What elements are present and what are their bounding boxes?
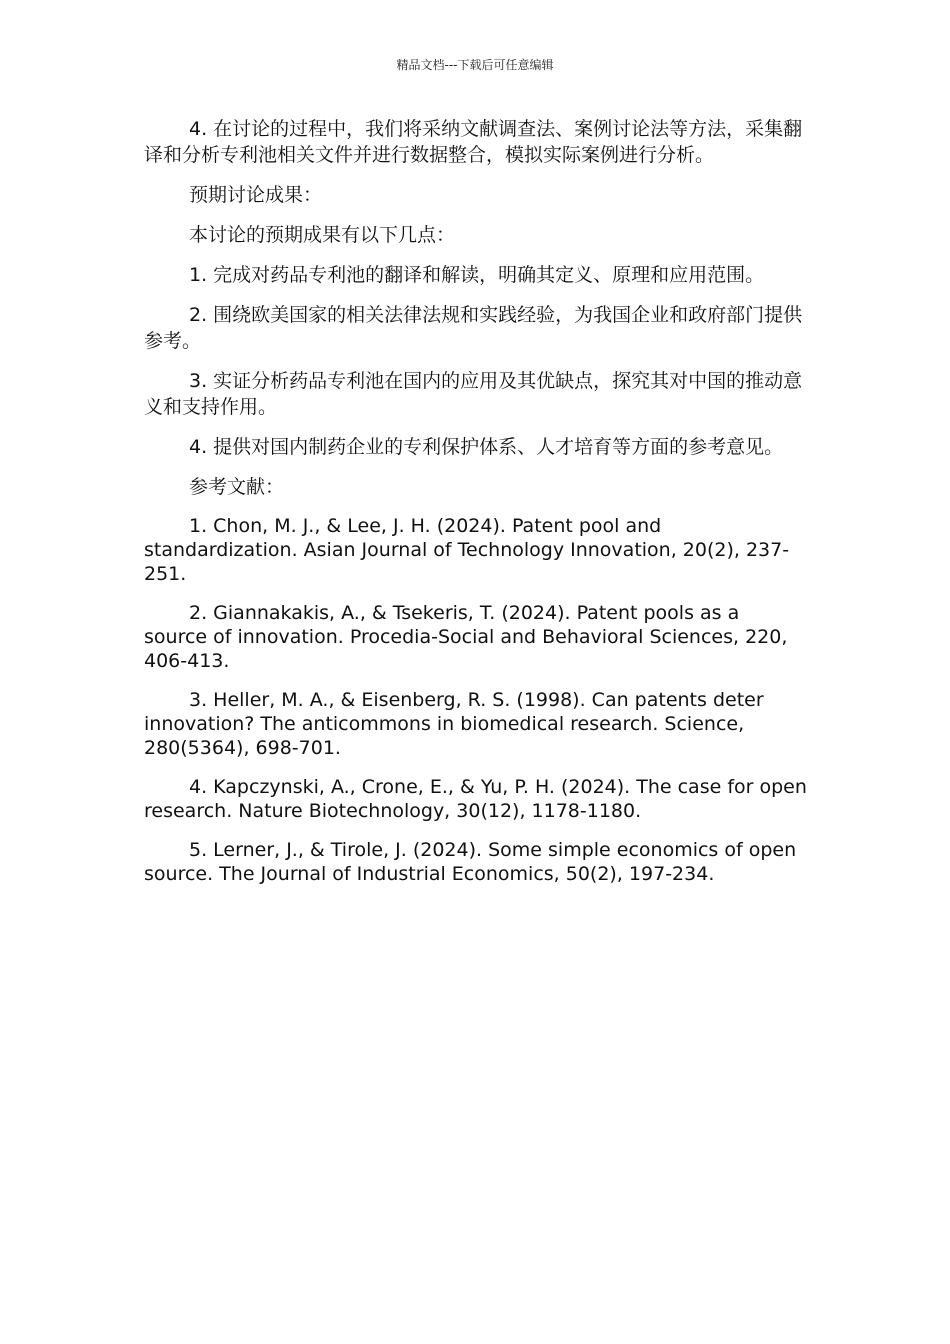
expected-results-heading: 预期讨论成果： — [189, 184, 323, 206]
result-item-1: 1. 完成对药品专利池的翻译和解读，明确其定义、原理和应用范围。 — [189, 264, 765, 286]
reference-item-3: 3. Heller, M. A., & Eisenberg, R. S. (1998). Can patents deter innovation? The anticommons in biomedical research. Science, 280(5364), 698-701. — [144, 689, 764, 759]
expected-results-intro: 本讨论的预期成果有以下几点： — [189, 224, 456, 246]
reference-item-1: 1. Chon, M. J., & Lee, J. H. (2024). Patent pool and standardization. Asian Journal of Technology Innovation, 20(2), 237-251. — [144, 515, 790, 585]
reference-item-5: 5. Lerner, J., & Tirole, J. (2024). Some simple economics of open source. The Journal of Industrial Economics, 50(2), 197-234. — [144, 839, 797, 885]
method-paragraph: 4. 在讨论的过程中，我们将采纳文献调查法、案例讨论法等方法，采集翻译和分析专利池相关文件并进行数据整合，模拟实际案例进行分析。 — [144, 118, 803, 166]
result-item-3: 3. 实证分析药品专利池在国内的应用及其优缺点，探究其对中国的推动意义和支持作用。 — [144, 370, 803, 418]
page-header: 精品文档---下载后可任意编辑 — [396, 58, 554, 72]
document-body — [144, 116, 808, 901]
references-heading: 参考文献： — [189, 476, 285, 498]
result-item-2: 2. 围绕欧美国家的相关法律法规和实践经验，为我国企业和政府部门提供参考。 — [144, 304, 803, 352]
reference-item-2: 2. Giannakakis, A., & Tsekeris, T. (2024). Patent pools as a source of innovation. Procedia-Social and Behavioral Sciences, 220, 406-413. — [144, 602, 788, 672]
reference-item-4: 4. Kapczynski, A., Crone, E., & Yu, P. H. (2024). The case for open research. Nature Biotechnology, 30(12), 1178-1180. — [144, 776, 807, 822]
result-item-4: 4. 提供对国内制药企业的专利保护体系、人才培育等方面的参考意见。 — [189, 436, 784, 458]
